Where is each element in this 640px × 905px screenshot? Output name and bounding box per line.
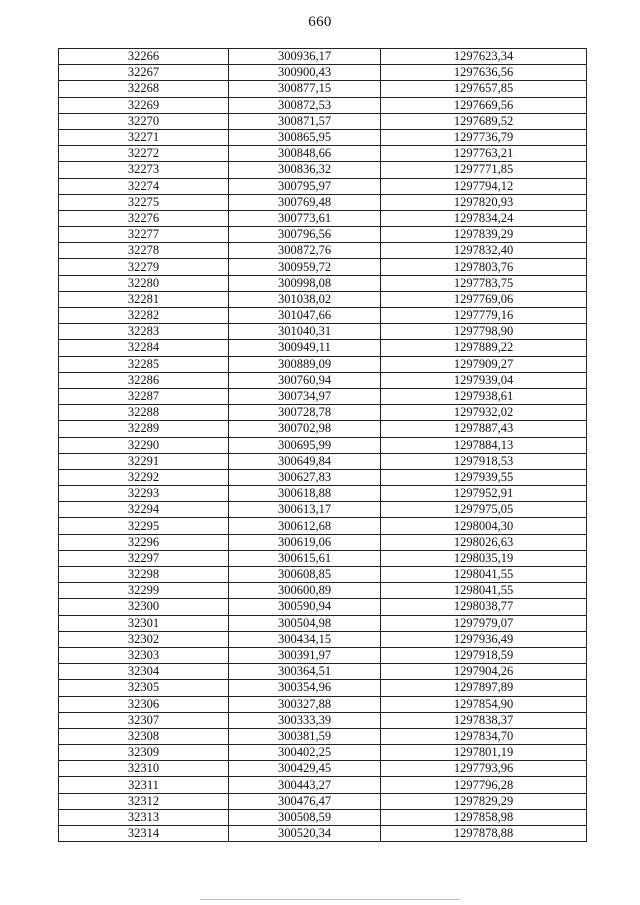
point-number-cell: 32295	[59, 518, 229, 534]
x-coordinate-cell: 300695,99	[229, 437, 381, 453]
y-coordinate-cell: 1297834,70	[381, 728, 587, 744]
y-coordinate-cell: 1297669,56	[381, 97, 587, 113]
y-coordinate-cell: 1297636,56	[381, 65, 587, 81]
point-number-cell: 32266	[59, 49, 229, 65]
point-number-cell: 32274	[59, 178, 229, 194]
table-row	[59, 97, 587, 113]
point-number-cell: 32298	[59, 567, 229, 583]
x-coordinate-cell: 300508,59	[229, 809, 381, 825]
y-coordinate-cell: 1298041,55	[381, 567, 587, 583]
point-number-cell: 32272	[59, 146, 229, 162]
x-coordinate-cell: 300959,72	[229, 259, 381, 275]
point-number-cell: 32280	[59, 275, 229, 291]
table-row	[59, 809, 587, 825]
point-number-cell: 32297	[59, 550, 229, 566]
y-coordinate-cell: 1298026,63	[381, 534, 587, 550]
x-coordinate-cell: 300615,61	[229, 550, 381, 566]
x-coordinate-cell: 300600,89	[229, 583, 381, 599]
y-coordinate-cell: 1297854,90	[381, 696, 587, 712]
table-row	[59, 81, 587, 97]
table-row	[59, 469, 587, 485]
point-number-cell: 32290	[59, 437, 229, 453]
y-coordinate-cell: 1297771,85	[381, 162, 587, 178]
x-coordinate-cell: 300476,47	[229, 793, 381, 809]
table-row	[59, 275, 587, 291]
x-coordinate-cell: 300872,53	[229, 97, 381, 113]
point-number-cell: 32271	[59, 129, 229, 145]
x-coordinate-cell: 300333,39	[229, 712, 381, 728]
x-coordinate-cell: 300429,45	[229, 761, 381, 777]
y-coordinate-cell: 1297952,91	[381, 486, 587, 502]
x-coordinate-cell: 300590,94	[229, 599, 381, 615]
point-number-cell: 32309	[59, 745, 229, 761]
table-body	[59, 49, 587, 842]
table-row	[59, 745, 587, 761]
x-coordinate-cell: 300520,34	[229, 826, 381, 842]
y-coordinate-cell: 1297779,16	[381, 308, 587, 324]
y-coordinate-cell: 1297938,61	[381, 388, 587, 404]
table-row	[59, 437, 587, 453]
y-coordinate-cell: 1297769,06	[381, 291, 587, 307]
point-number-cell: 32302	[59, 631, 229, 647]
table-row	[59, 49, 587, 65]
point-number-cell: 32305	[59, 680, 229, 696]
point-number-cell: 32286	[59, 372, 229, 388]
y-coordinate-cell: 1297832,40	[381, 243, 587, 259]
page-number: 660	[308, 14, 332, 30]
point-number-cell: 32279	[59, 259, 229, 275]
table-row	[59, 388, 587, 404]
table-row	[59, 518, 587, 534]
y-coordinate-cell: 1297884,13	[381, 437, 587, 453]
x-coordinate-cell: 301038,02	[229, 291, 381, 307]
y-coordinate-cell: 1297796,28	[381, 777, 587, 793]
table-row	[59, 291, 587, 307]
y-coordinate-cell: 1297798,90	[381, 324, 587, 340]
y-coordinate-cell: 1297689,52	[381, 113, 587, 129]
x-coordinate-cell: 300871,57	[229, 113, 381, 129]
x-coordinate-cell: 300936,17	[229, 49, 381, 65]
table-row	[59, 761, 587, 777]
x-coordinate-cell: 300381,59	[229, 728, 381, 744]
coordinates-table	[58, 48, 587, 842]
y-coordinate-cell: 1297794,12	[381, 178, 587, 194]
y-coordinate-cell: 1297909,27	[381, 356, 587, 372]
y-coordinate-cell: 1297803,76	[381, 259, 587, 275]
table-row	[59, 405, 587, 421]
x-coordinate-cell: 300795,97	[229, 178, 381, 194]
x-coordinate-cell: 300434,15	[229, 631, 381, 647]
point-number-cell: 32276	[59, 210, 229, 226]
point-number-cell: 32288	[59, 405, 229, 421]
table-row	[59, 502, 587, 518]
x-coordinate-cell: 300734,97	[229, 388, 381, 404]
table-row	[59, 340, 587, 356]
y-coordinate-cell: 1297889,22	[381, 340, 587, 356]
x-coordinate-cell: 300949,11	[229, 340, 381, 356]
table-row	[59, 146, 587, 162]
table-row	[59, 728, 587, 744]
y-coordinate-cell: 1297783,75	[381, 275, 587, 291]
table-row	[59, 712, 587, 728]
point-number-cell: 32283	[59, 324, 229, 340]
y-coordinate-cell: 1297657,85	[381, 81, 587, 97]
point-number-cell: 32303	[59, 647, 229, 663]
x-coordinate-cell: 300998,08	[229, 275, 381, 291]
x-coordinate-cell: 301047,66	[229, 308, 381, 324]
x-coordinate-cell: 300649,84	[229, 453, 381, 469]
scan-artifact-line	[200, 899, 460, 900]
y-coordinate-cell: 1297975,05	[381, 502, 587, 518]
table-row	[59, 210, 587, 226]
point-number-cell: 32273	[59, 162, 229, 178]
point-number-cell: 32282	[59, 308, 229, 324]
x-coordinate-cell: 300364,51	[229, 664, 381, 680]
x-coordinate-cell: 301040,31	[229, 324, 381, 340]
point-number-cell: 32311	[59, 777, 229, 793]
point-number-cell: 32296	[59, 534, 229, 550]
y-coordinate-cell: 1297829,29	[381, 793, 587, 809]
y-coordinate-cell: 1297838,37	[381, 712, 587, 728]
table-row	[59, 534, 587, 550]
y-coordinate-cell: 1298035,19	[381, 550, 587, 566]
point-number-cell: 32287	[59, 388, 229, 404]
table-row	[59, 793, 587, 809]
x-coordinate-cell: 300402,25	[229, 745, 381, 761]
y-coordinate-cell: 1297904,26	[381, 664, 587, 680]
x-coordinate-cell: 300618,88	[229, 486, 381, 502]
table-row	[59, 65, 587, 81]
point-number-cell: 32269	[59, 97, 229, 113]
y-coordinate-cell: 1297939,55	[381, 469, 587, 485]
y-coordinate-cell: 1297932,02	[381, 405, 587, 421]
table-row	[59, 486, 587, 502]
y-coordinate-cell: 1297839,29	[381, 227, 587, 243]
table-row	[59, 113, 587, 129]
y-coordinate-cell: 1297918,59	[381, 647, 587, 663]
y-coordinate-cell: 1298038,77	[381, 599, 587, 615]
x-coordinate-cell: 300769,48	[229, 194, 381, 210]
y-coordinate-cell: 1298041,55	[381, 583, 587, 599]
point-number-cell: 32270	[59, 113, 229, 129]
point-number-cell: 32285	[59, 356, 229, 372]
point-number-cell: 32307	[59, 712, 229, 728]
x-coordinate-cell: 300760,94	[229, 372, 381, 388]
point-number-cell: 32301	[59, 615, 229, 631]
table-row	[59, 599, 587, 615]
x-coordinate-cell: 300865,95	[229, 129, 381, 145]
x-coordinate-cell: 300612,68	[229, 518, 381, 534]
y-coordinate-cell: 1297936,49	[381, 631, 587, 647]
y-coordinate-cell: 1297887,43	[381, 421, 587, 437]
x-coordinate-cell: 300702,98	[229, 421, 381, 437]
x-coordinate-cell: 300773,61	[229, 210, 381, 226]
x-coordinate-cell: 300728,78	[229, 405, 381, 421]
table-row	[59, 453, 587, 469]
table-row	[59, 826, 587, 842]
table-row	[59, 615, 587, 631]
point-number-cell: 32293	[59, 486, 229, 502]
point-number-cell: 32306	[59, 696, 229, 712]
x-coordinate-cell: 300900,43	[229, 65, 381, 81]
table-row	[59, 162, 587, 178]
point-number-cell: 32312	[59, 793, 229, 809]
table-row	[59, 696, 587, 712]
x-coordinate-cell: 300877,15	[229, 81, 381, 97]
point-number-cell: 32291	[59, 453, 229, 469]
table-row	[59, 324, 587, 340]
point-number-cell: 32275	[59, 194, 229, 210]
point-number-cell: 32300	[59, 599, 229, 615]
point-number-cell: 32292	[59, 469, 229, 485]
y-coordinate-cell: 1297897,89	[381, 680, 587, 696]
point-number-cell: 32267	[59, 65, 229, 81]
x-coordinate-cell: 300327,88	[229, 696, 381, 712]
y-coordinate-cell: 1297979,07	[381, 615, 587, 631]
table-row	[59, 194, 587, 210]
x-coordinate-cell: 300354,96	[229, 680, 381, 696]
x-coordinate-cell: 300504,98	[229, 615, 381, 631]
y-coordinate-cell: 1297820,93	[381, 194, 587, 210]
y-coordinate-cell: 1297939,04	[381, 372, 587, 388]
x-coordinate-cell: 300443,27	[229, 777, 381, 793]
x-coordinate-cell: 300872,76	[229, 243, 381, 259]
y-coordinate-cell: 1297858,98	[381, 809, 587, 825]
point-number-cell: 32268	[59, 81, 229, 97]
table-row	[59, 583, 587, 599]
table-row	[59, 227, 587, 243]
y-coordinate-cell: 1297918,53	[381, 453, 587, 469]
point-number-cell: 32308	[59, 728, 229, 744]
y-coordinate-cell: 1297834,24	[381, 210, 587, 226]
table-row	[59, 356, 587, 372]
point-number-cell: 32294	[59, 502, 229, 518]
y-coordinate-cell: 1297878,88	[381, 826, 587, 842]
table-row	[59, 777, 587, 793]
y-coordinate-cell: 1297793,96	[381, 761, 587, 777]
point-number-cell: 32314	[59, 826, 229, 842]
table-row	[59, 421, 587, 437]
x-coordinate-cell: 300608,85	[229, 567, 381, 583]
x-coordinate-cell: 300619,06	[229, 534, 381, 550]
point-number-cell: 32289	[59, 421, 229, 437]
table-row	[59, 631, 587, 647]
x-coordinate-cell: 300627,83	[229, 469, 381, 485]
x-coordinate-cell: 300796,56	[229, 227, 381, 243]
table-row	[59, 550, 587, 566]
point-number-cell: 32299	[59, 583, 229, 599]
table-row	[59, 567, 587, 583]
point-number-cell: 32278	[59, 243, 229, 259]
table-row	[59, 178, 587, 194]
point-number-cell: 32281	[59, 291, 229, 307]
table-row	[59, 259, 587, 275]
point-number-cell: 32277	[59, 227, 229, 243]
table-row	[59, 647, 587, 663]
y-coordinate-cell: 1297736,79	[381, 129, 587, 145]
point-number-cell: 32304	[59, 664, 229, 680]
x-coordinate-cell: 300889,09	[229, 356, 381, 372]
point-number-cell: 32310	[59, 761, 229, 777]
y-coordinate-cell: 1298004,30	[381, 518, 587, 534]
x-coordinate-cell: 300836,32	[229, 162, 381, 178]
table-row	[59, 243, 587, 259]
table-row	[59, 372, 587, 388]
table-row	[59, 308, 587, 324]
table-row	[59, 680, 587, 696]
x-coordinate-cell: 300613,17	[229, 502, 381, 518]
x-coordinate-cell: 300848,66	[229, 146, 381, 162]
y-coordinate-cell: 1297801,19	[381, 745, 587, 761]
point-number-cell: 32284	[59, 340, 229, 356]
x-coordinate-cell: 300391,97	[229, 647, 381, 663]
y-coordinate-cell: 1297623,34	[381, 49, 587, 65]
point-number-cell: 32313	[59, 809, 229, 825]
table-row	[59, 129, 587, 145]
table-row	[59, 664, 587, 680]
y-coordinate-cell: 1297763,21	[381, 146, 587, 162]
